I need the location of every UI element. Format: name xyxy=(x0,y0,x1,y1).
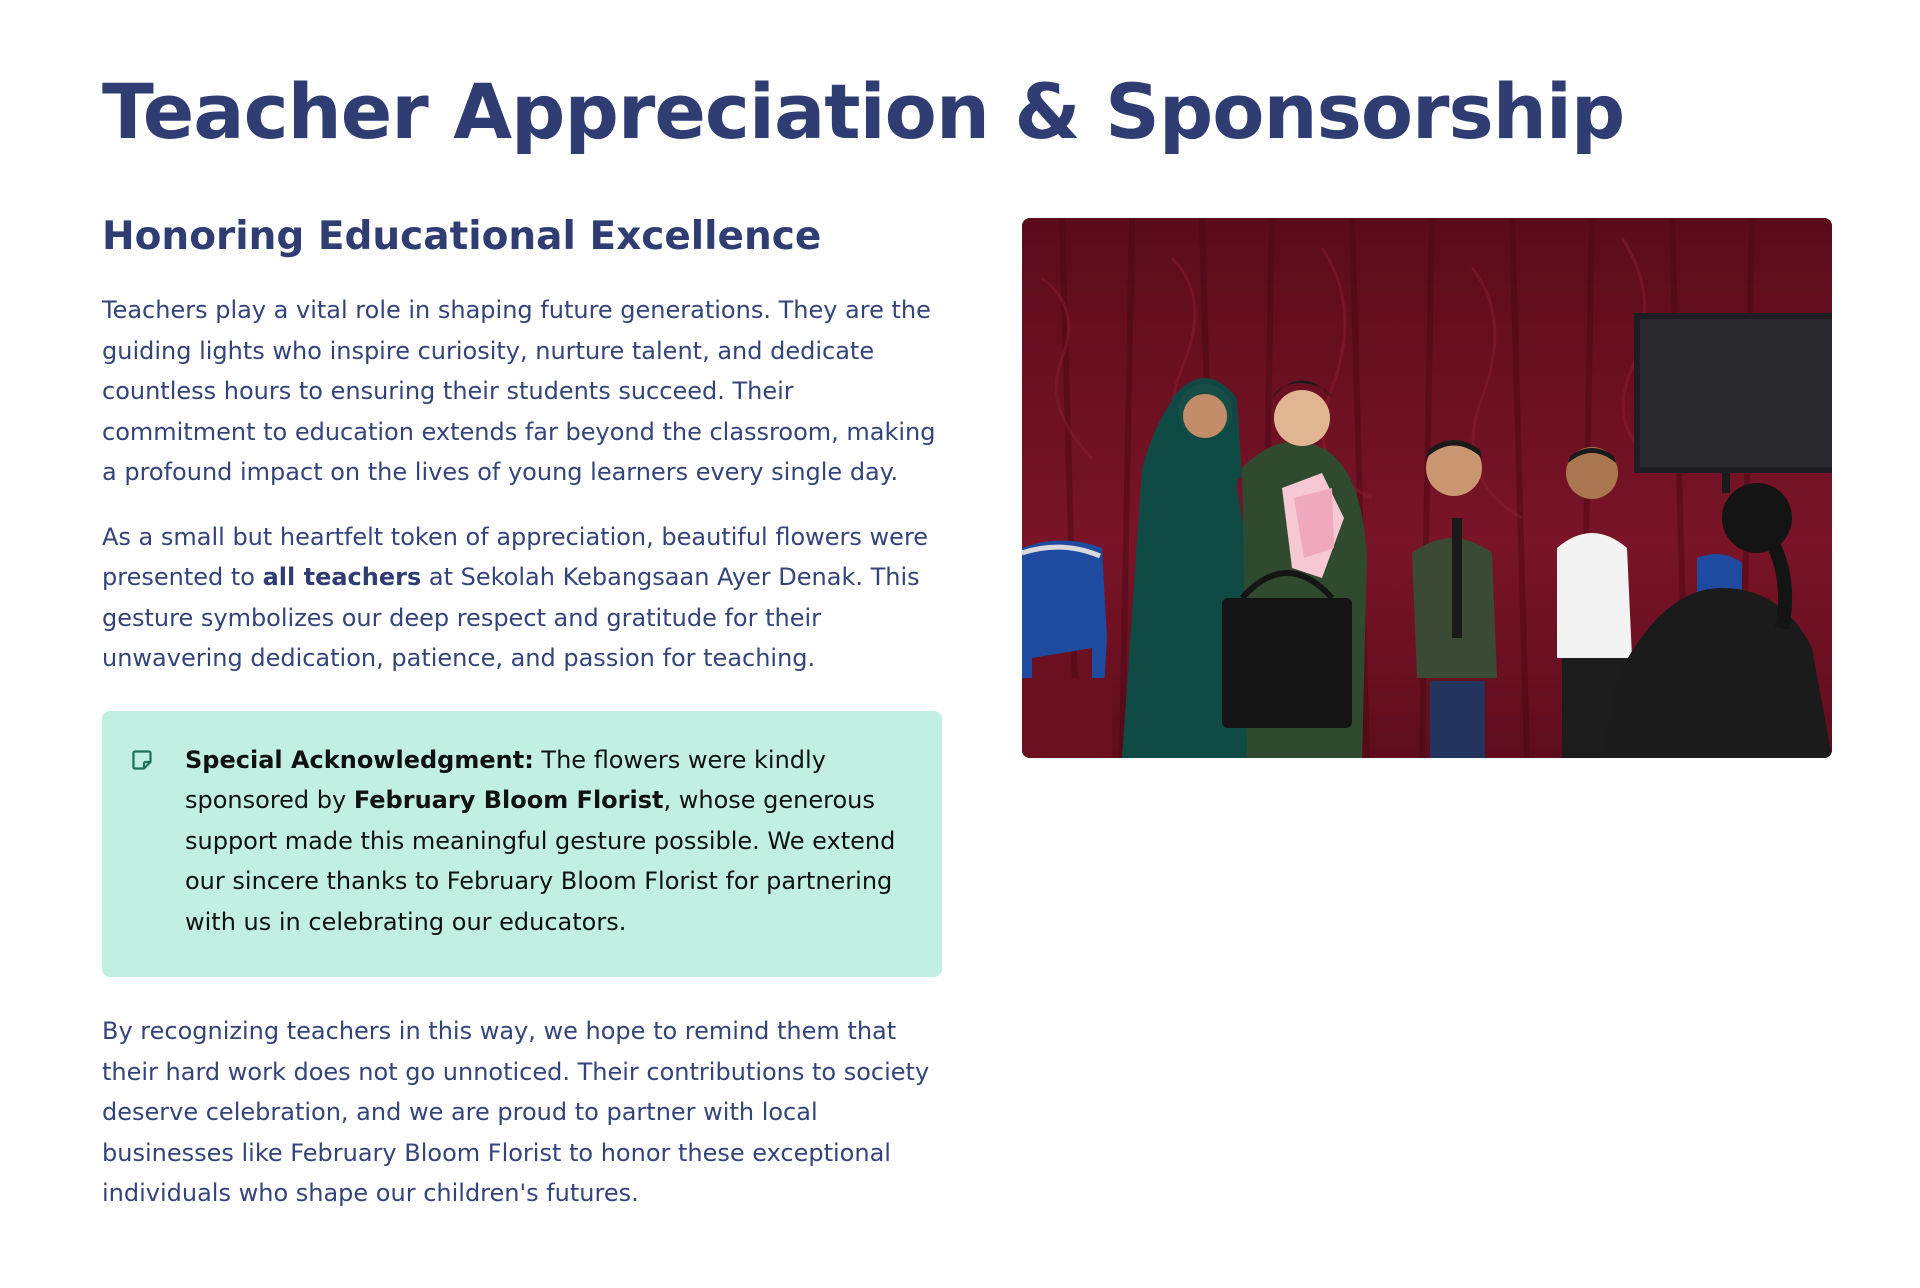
acknowledgment-text xyxy=(185,740,902,943)
page-title: Teacher Appreciation & Sponsorship xyxy=(102,67,1625,156)
all-teachers-emphasis: all teachers xyxy=(262,563,422,591)
sponsor-name: February Bloom Florist xyxy=(353,786,664,814)
page xyxy=(102,0,1832,1288)
flowers-paragraph-end: at Sekolah Kebangsaan Ayer Denak. This gesture symbolizes our deep respect and gratitude for their unwavering dedication, patience, and passion for teaching. xyxy=(102,563,920,672)
closing-paragraph: By recognizing teachers in this way, we hope to remind them that their hard work does not go unnoticed. Their contributions to society deserve celebration, and we are proud to partner with local businesses like February Bloom Florist to honor these exceptional individuals who shape our children's futures. xyxy=(102,1017,930,1207)
note-icon xyxy=(130,748,154,772)
acknowledgment-callout xyxy=(102,711,942,978)
acknowledgment-label: Special Acknowledgment: xyxy=(185,745,534,774)
section-heading: Honoring Educational Excellence xyxy=(102,214,822,259)
flowers-paragraph-start: As a small but heartfelt token of appreciation, beautiful flowers were presented to xyxy=(102,522,929,591)
event-photo xyxy=(1022,218,1832,758)
intro-paragraph: Teachers play a vital role in shaping future generations. They are the guiding lights who inspire curiosity, nurture talent, and dedicate countless hours to ensuring their students succeed. Their commitment to education extends far beyond the classroom, making a profound impact on the lives of young learners every single day. xyxy=(102,296,936,486)
acknowledgment-text-end: , whose generous support made this meaningful gesture possible. We extend our sincere thanks to February Bloom Florist for partnering with us in celebrating our educators. xyxy=(185,786,896,936)
event-photo-illustration xyxy=(1022,218,1832,758)
article-content xyxy=(102,212,942,1238)
acknowledgment-text-start: The flowers were kindly sponsored by xyxy=(185,745,826,814)
flowers-paragraph xyxy=(102,517,942,679)
